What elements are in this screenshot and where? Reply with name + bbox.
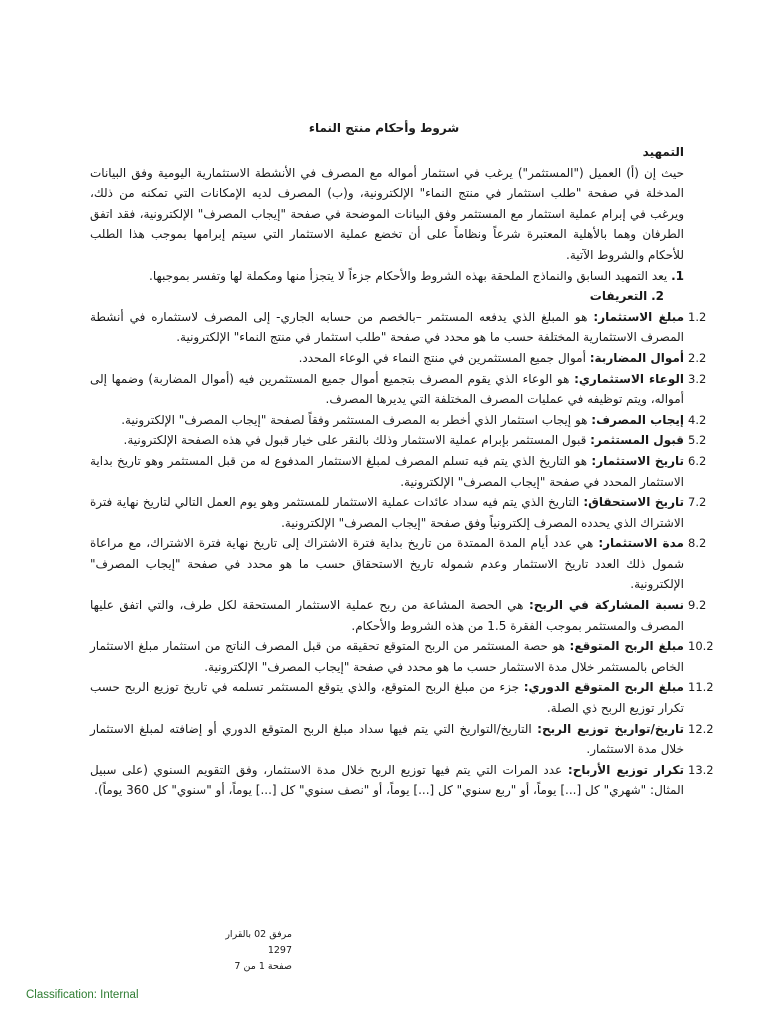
definition-number: 12.2: [688, 721, 714, 736]
definition-number: 5.2: [688, 433, 707, 448]
definition-text: هو حصة المستثمر من الربح المتوقع تحقيقه من قبل المصرف الناتج من استثمار مبلغ الاستثمار الخاص بالمستثمر خلال مدة الاستثمار حسب ما هو محدد في صفحة "إيجاب المصرف" الإلكترونية.: [90, 639, 684, 674]
definition-item: [90, 410, 707, 431]
definition-text: هو إيجاب استثمار الذي أخطر به المصرف المستثمر وفقاً لصفحة "إيجاب المصرف" الإلكترونية.: [121, 412, 592, 427]
definition-term: مبلغ الاستثمار:: [593, 309, 684, 324]
definition-term: الوعاء الاستثماري:: [574, 371, 685, 386]
footer-page-number: صفحة 1 من 7: [234, 961, 292, 972]
clause-2-heading: [90, 286, 684, 307]
definition-item: [90, 430, 707, 451]
clause-1: [90, 266, 684, 287]
definition-term: تكرار توزيع الأرباح:: [567, 762, 684, 777]
footer-attachment-ref: مرفق 02 بالقرار 1297: [225, 929, 292, 956]
definition-number: 6.2: [688, 453, 707, 468]
definition-text: جزء من مبلغ الربح المتوقع، والذي يتوقع المستثمر تسلمه في تاريخ توزيع الربح حسب تكرار توزيع الربح ذي الصلة.: [90, 680, 684, 716]
definition-text: التاريخ الذي يتم فيه سداد عائدات عملية الاستثمار للمستثمر وهو يوم العمل التالي لتاريخ نهاية فترة الاشتراك الذي يحدده المصرف إلكترونياً وفق صفحة "إيجاب المصرف" الإلكترونية.: [90, 495, 684, 530]
definition-text: أموال جميع المستثمرين في منتج النماء في الوعاء المحدد.: [298, 350, 590, 365]
definition-term: تاريخ الاستحقاق:: [583, 495, 684, 510]
definitions-list: [90, 307, 714, 801]
document-title: شروط وأحكام منتج النماء: [308, 121, 460, 135]
definition-number: 10.2: [688, 639, 714, 654]
clause-2-number: 2.: [651, 289, 664, 304]
definition-item: [90, 595, 707, 636]
definition-number: 4.2: [688, 412, 707, 427]
definition-term: تاريخ/تواريخ توزيع الربح:: [537, 721, 684, 736]
definition-number: 7.2: [688, 495, 707, 510]
clause-2-title: التعريفات: [589, 289, 648, 304]
definition-text: قبول المستثمر بإبرام عملية الاستثمار وذلك بالنقر على خيار قبول في هذه الصفحة الإلكترونية.: [123, 433, 591, 448]
definition-number: 13.2: [688, 762, 714, 777]
definition-item: [90, 451, 707, 492]
definition-text: عدد المرات التي يتم فيها توزيع الربح خلال مدة الاستثمار، وفق التقويم السنوي (على سبيل المثال: "شهري" كل [...] يوماً، أو "ربع سنوي" كل [...] يوماً، أو "نصف سنوي" كل [...] يوماً، أو "سنوي" كل 360 يوماً).: [90, 762, 684, 798]
clause-1-text: يعد التمهيد السابق والنماذج الملحقة بهذه الشروط والأحكام جزءاً لا يتجزأ منها ومكملة لها وتفسر بموجبها.: [149, 268, 668, 283]
definition-item: [90, 719, 714, 760]
definition-text: التاريخ/التواريخ التي يتم فيها سداد مبلغ الربح المتوقع الدوري أو إضافته لمبلغ الاستثمار خلال مدة الاستثمار.: [90, 721, 684, 757]
definition-term: مدة الاستثمار:: [598, 536, 684, 551]
definition-item: [90, 636, 714, 677]
definition-number: 8.2: [688, 536, 707, 551]
definition-text: هي الحصة المشاعة من ربح عملية الاستثمار المستحقة لكل طرف، والتي اتفق عليها المصرف والمستثمر بموجب الفقرة 1.5 من هذه الشروط والأحكام.: [90, 598, 684, 633]
definition-item: [90, 492, 707, 533]
definition-term: تاريخ الاستثمار:: [591, 453, 685, 468]
definition-number: 3.2: [688, 371, 707, 386]
definition-term: أموال المضاربة:: [589, 350, 684, 365]
document-body: [90, 142, 714, 801]
definition-number: 1.2: [688, 309, 707, 324]
definition-term: قبول المستثمر:: [590, 433, 684, 448]
definition-item: [90, 348, 707, 369]
clause-1-number: 1.: [671, 268, 684, 283]
definition-term: مبلغ الربح المتوقع:: [569, 639, 684, 654]
definition-item: [90, 307, 707, 348]
definition-item: [90, 677, 714, 718]
definition-term: مبلغ الربح المتوقع الدوري:: [523, 680, 684, 695]
definition-text: هي عدد أيام المدة الممتدة من تاريخ بداية فترة الاشتراك إلى تاريخ نهاية فترة الاشتراك، مع مراعاة شمول ذلك العدد تاريخ الاستثمار وعدم شموله تاريخ الاستحقاق حسب ما هو محدد في صفحة "إيجاب المصرف" الإلكترونية.: [90, 536, 684, 592]
definition-number: 2.2: [688, 350, 707, 365]
definition-term: نسبة المشاركة في الربح:: [528, 598, 684, 613]
page-footer: [92, 927, 292, 975]
definition-item: [90, 760, 714, 801]
definition-text: هو الوعاء الذي يقوم المصرف بتجميع أموال جميع المستثمرين فيه (أموال المضاربة) وضمها إلى أمواله، ويتم توظيفه في عمليات المصرف المختلفة التي يديرها المصرف.: [90, 371, 684, 407]
classification-label: Classification: Internal: [26, 989, 139, 1001]
definition-item: [90, 369, 707, 410]
definition-term: إيجاب المصرف:: [591, 412, 684, 427]
definition-text: هو المبلغ الذي يدفعه المستثمر –بالخصم من حسابه الجاري- إلى المصرف لاستثماره في أنشطة المصرف الاستثمارية المختلفة حسب ما هو محدد في صفحة "طلب استثمار في منتج النماء" الإلكترونية.: [90, 309, 684, 345]
definition-item: [90, 533, 707, 595]
definition-number: 9.2: [688, 598, 707, 613]
intro-paragraph: حيث إن (أ) العميل ("المستثمر") يرغب في استثمار أمواله مع المصرف في الأنشطة الاستثمارية اليومية وفق البيانات المدخلة في صفحة "طلب استثمار في منتج النماء" الإلكترونية، و(ب) المصرف لديه الإمكانات التي تمكنه من ذلك، ويرغب في إبرام عملية استثمار مع المستثمر وفق البيانات الموضحة في صفحة "إيجاب المصرف" الإلكترونية، فقد اتفق الطرفان وهما بالأهلية المعتبرة شرعاً ونظاماً على أن تخضع عملية الاستثمار التي سيتم إبرامها بموجب هذا الطلب للأحكام والشروط الآتية.: [90, 165, 684, 262]
intro-heading: التمهيد: [642, 145, 684, 159]
definition-number: 11.2: [688, 680, 714, 695]
definition-text: هو التاريخ الذي يتم فيه تسلم المصرف لمبلغ الاستثمار المدفوع له من قبل المستثمر وهو تاريخ بداية الاستثمار المحدد في صفحة "إيجاب المصرف" الإلكترونية.: [90, 453, 684, 489]
